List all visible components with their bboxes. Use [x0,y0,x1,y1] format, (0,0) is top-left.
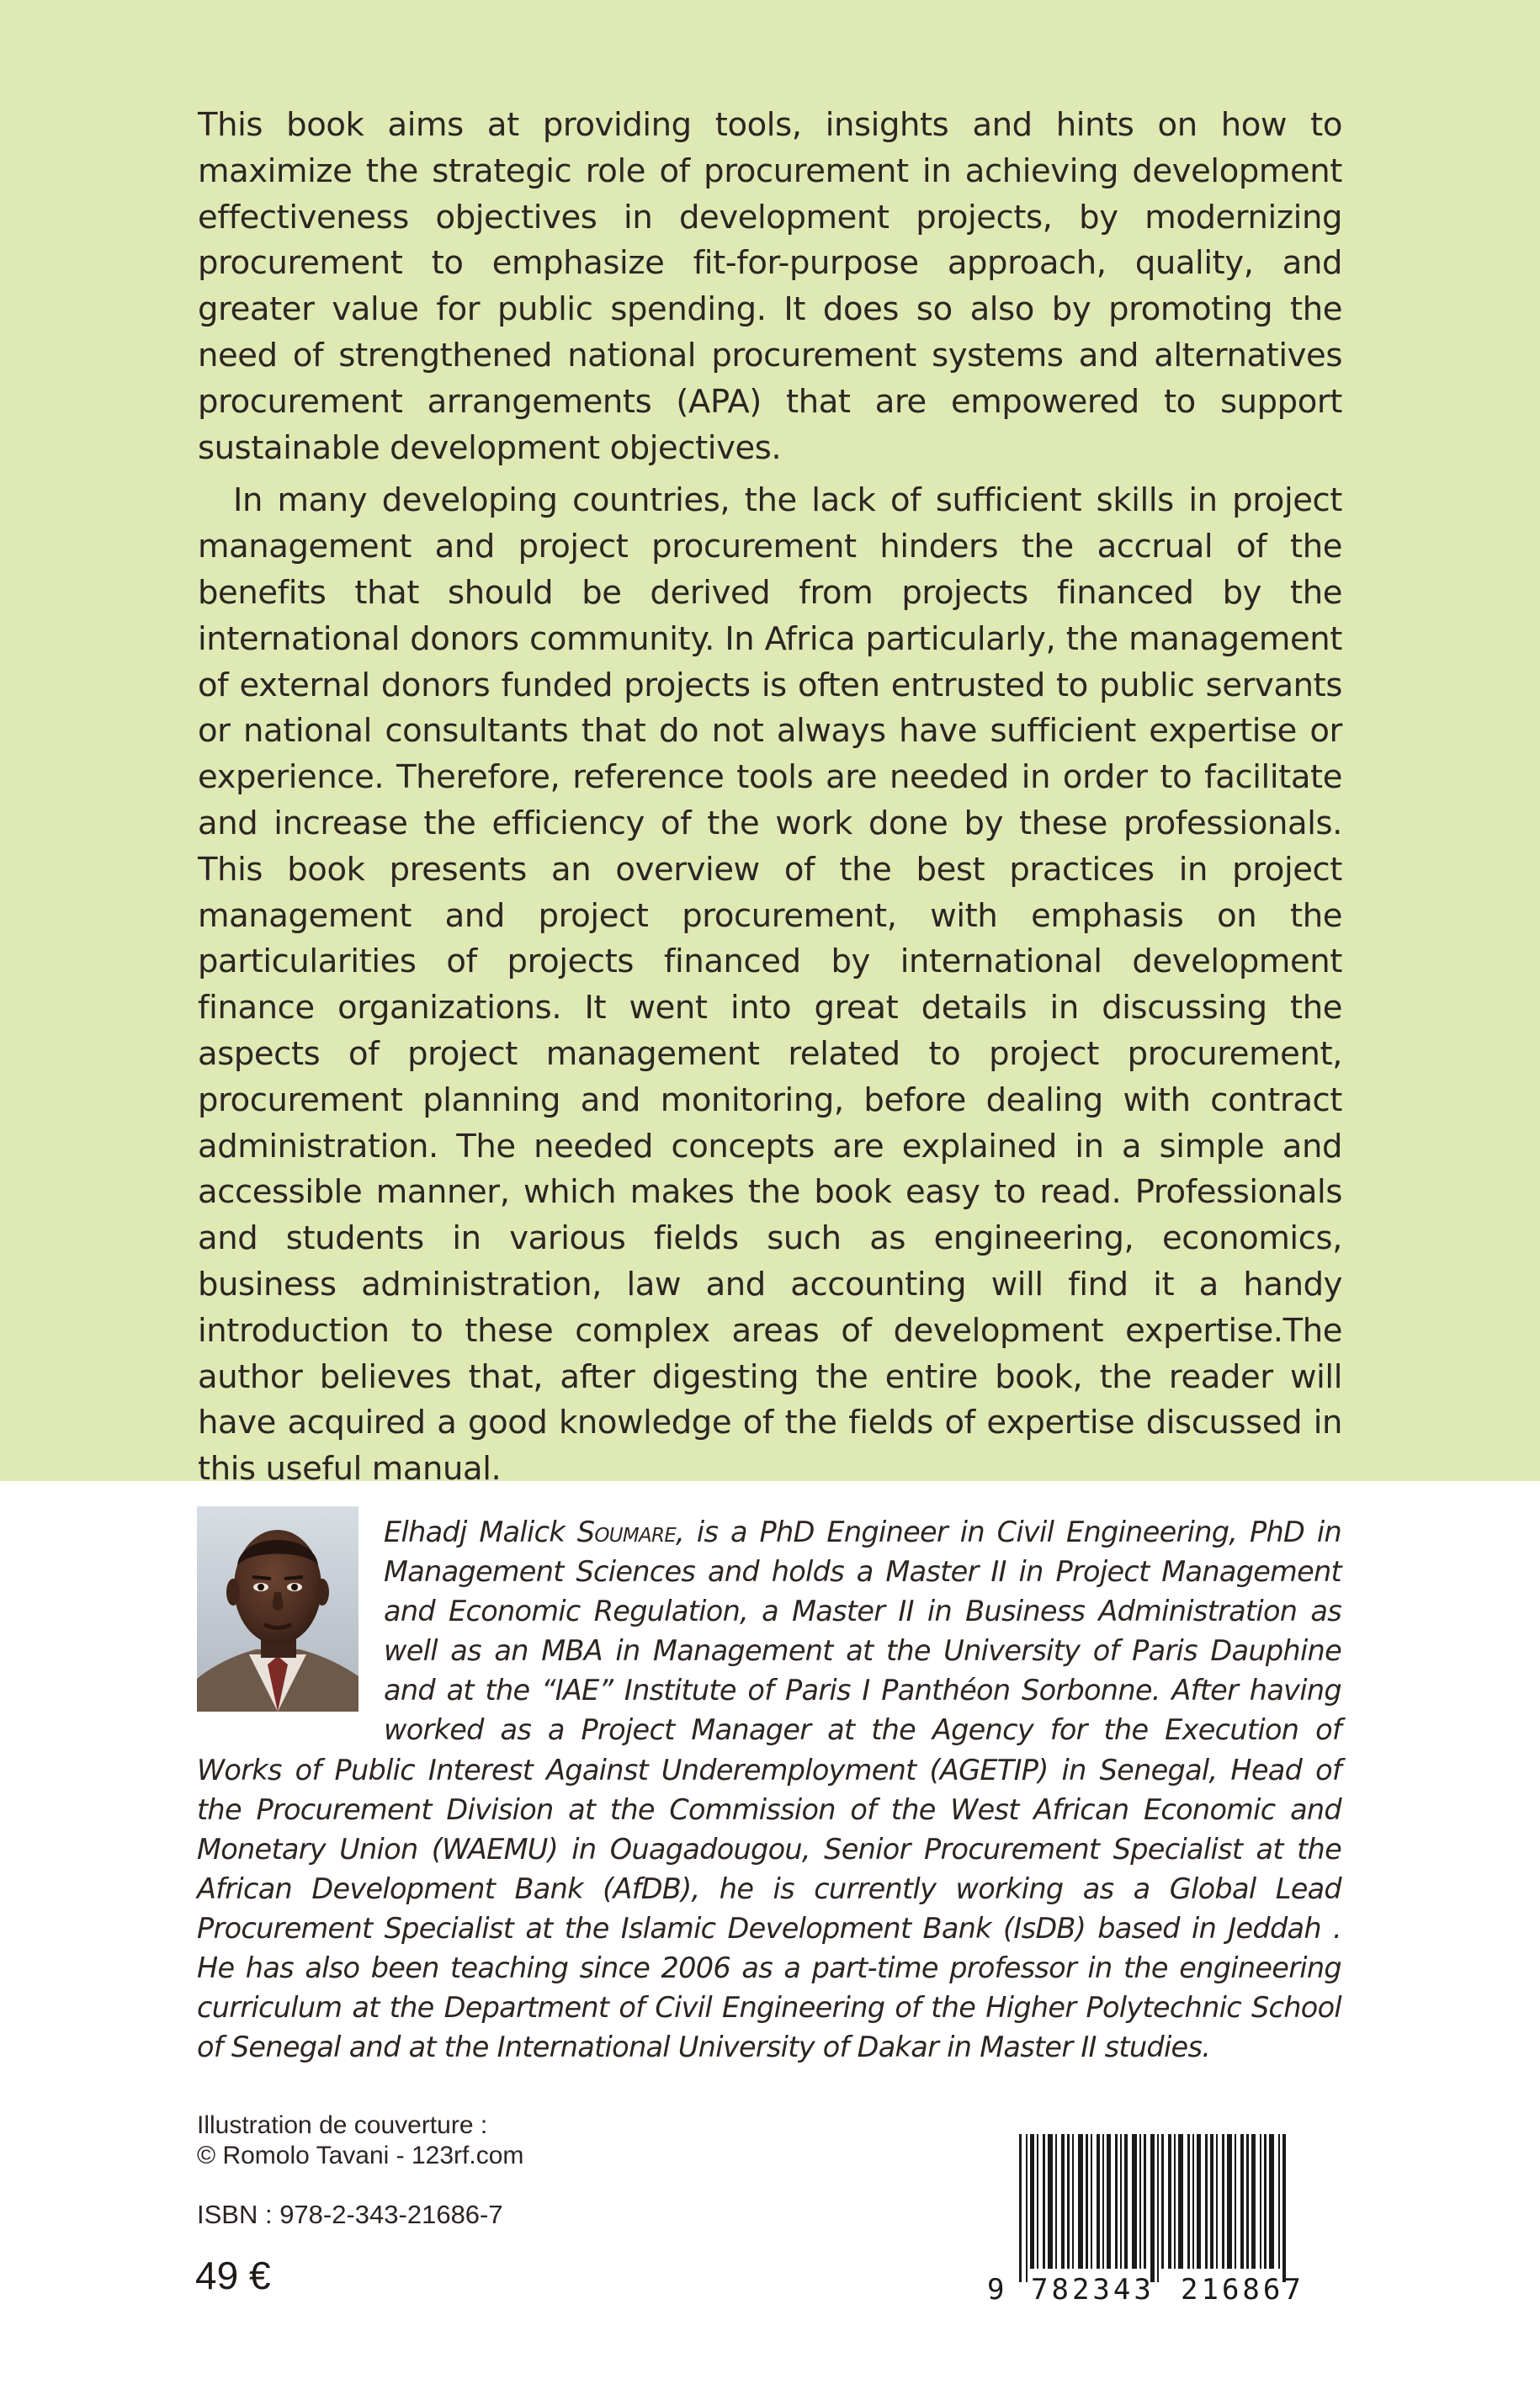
author-given-names: Elhadj Malick [384,1516,577,1548]
barcode-bar [1037,2134,1038,2269]
barcode-bar [1048,2134,1053,2269]
book-blurb [198,103,1342,1493]
barcode-bar [1168,2134,1171,2269]
barcode-bar [1139,2134,1141,2269]
author-bio-text: , is a PhD Engineer in Civil Engineering, PhD in Management Sciences and holds a Master II in Project Management and Economic Regulation, a Master II in Business Administration as well as an MBA in Management at the University of Paris Dauphine and at the “IAE” Institute of Paris I Panthéon Sorbonne. After having worked as a Project Manager at the Agency for the Execution of Works of Public Interest Against Underemployment (AGETIP) in Senegal, Head of the Procurement Division at the Commission of the West African Economic and Monetary Union (WAEMU) in Ouagadougou, Senior Procurement Specialist at the African Development Bank (AfDB), he is currently working as a Global Lead Procurement Specialist at the Islamic Development Bank (IsDB) based in Jeddah . He has also been teaching since 2006 as a part-time professor in the engineering curriculum at the Department of Civil Engineering of the Higher Polytechnic School of Senegal and at the International University of Dakar in Master II studies. [197,1516,1342,2064]
barcode-bar [1216,2134,1218,2269]
barcode-bar [1264,2134,1267,2269]
barcode-bar [1222,2134,1224,2269]
barcode-bar [1030,2134,1034,2269]
barcode-bar [1026,2134,1028,2282]
cover-credits [197,2111,523,2171]
barcode-bar [1161,2134,1164,2269]
barcode-bar [1124,2134,1128,2269]
barcode-bar [1086,2134,1088,2269]
barcode-bar [1157,2134,1159,2282]
barcode-bar [1178,2134,1183,2269]
barcode-bar [1120,2134,1122,2269]
portrait-spacer [197,1512,384,1711]
barcode-bar [1072,2134,1074,2269]
barcode-bar [1235,2134,1236,2269]
cover-credit-source: © Romolo Tavani - 123rf.com [197,2142,524,2169]
barcode-bar [1107,2134,1111,2269]
barcode-bar [1246,2134,1249,2269]
barcode-bar [1150,2134,1155,2282]
isbn-barcode [982,2131,1344,2304]
barcode-bar [1197,2134,1201,2269]
barcode-bar [1019,2134,1022,2282]
barcode-bar [1097,2134,1100,2269]
barcode-bar [1091,2134,1092,2269]
barcode-bar [1205,2134,1208,2269]
barcode-bar [1067,2134,1070,2269]
barcode-bar [1210,2134,1213,2269]
barcode-bar [1174,2134,1176,2269]
blurb-paragraph-2: In many developing countries, the lack of sufficient skills in project management and project procurement hinders the accrual of the benefits that should be derived from projects financed by the international donors community. In Africa particularly, the management of external donors funded projects is often entrusted to public servants or national consultants that do not always have sufficient expertise or experience. Therefore, reference tools are needed in order to facilitate and increase the efficiency of the work done by these professionals. This book presents an overview of the best practices in project management and project procurement, with emphasis on the particularities of projects financed by international development finance organizations. It went into great details in discussing the aspects of project management related to project procurement, procurement planning and monitoring, before dealing with contract administration. The needed concepts are explained in a simple and accessible manner, which makes the book easy to read. Professionals and students in various fields such as engineering, economics, business administration, law and accounting will find it a handy introduction to these complex areas of development expertise.The author believes that, after digesting the entire book, the reader will have acquired a good knowledge of the fields of expertise discussed in this useful manual. [198,481,1342,1489]
isbn-number: ISBN : 978-2-343-21686-7 [197,2200,503,2229]
cover-credit-label: Illustration de couverture : [197,2111,488,2139]
barcode-bar [1282,2134,1286,2282]
barcode-bar [1187,2134,1190,2269]
barcode-bar [1132,2134,1137,2269]
blurb-paragraph-1: This book aims at providing tools, insights and hints on how to maximize the strategic role of procurement in achieving development effectiveness objectives in development projects, by modernizing procurement to emphasize fit-for-purpose approach, quality, and greater value for public spending. It does so also by promoting the need of strengthened national procurement systems and alternatives procurement arrangements (APA) that are empowered to support sustainable development objectives. [198,106,1342,467]
barcode-bar [1102,2134,1104,2269]
barcode-bar [1061,2134,1065,2269]
barcode-bar [1115,2134,1118,2269]
author-surname: Soumare [576,1516,677,1548]
price: 49 € [195,2254,271,2297]
barcode-bar [1144,2134,1146,2269]
barcode-bar [1251,2134,1256,2269]
barcode-bar [1240,2134,1244,2269]
barcode-bar [1043,2134,1045,2269]
barcode-digits-left: 782343 [1031,2273,1155,2304]
barcode-digits-right: 216867 [1181,2273,1304,2304]
barcode-bar [1078,2134,1083,2269]
barcode-bar [1278,2134,1280,2269]
barcode-icon [982,2131,1344,2304]
barcode-bar [1192,2134,1194,2269]
barcode-bar [1227,2134,1232,2269]
barcode-bar [1269,2134,1274,2269]
barcode-bar [1260,2134,1261,2269]
barcode-bar [1055,2134,1057,2269]
barcode-digit-first: 9 [987,2273,1005,2304]
author-biography [197,1512,1341,2067]
